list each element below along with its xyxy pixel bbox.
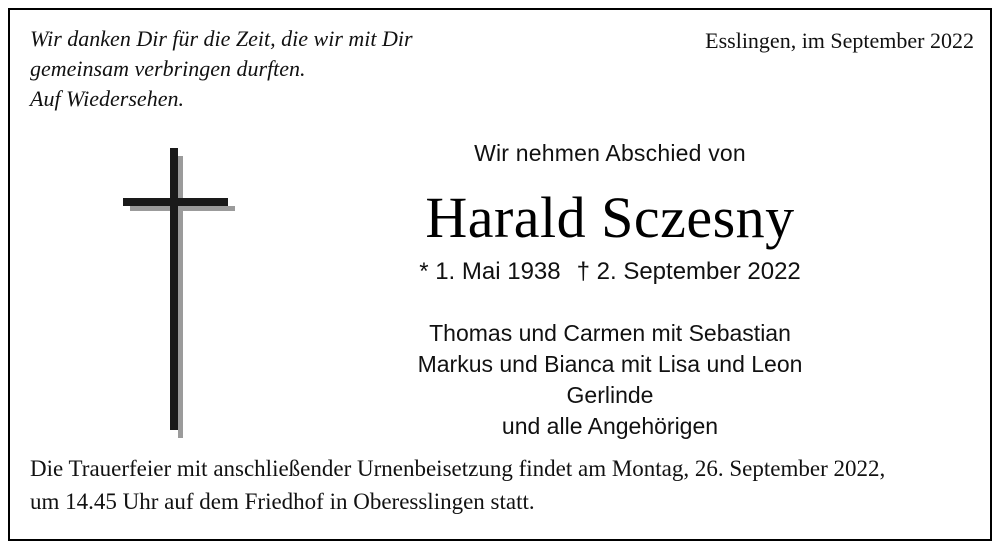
life-dates	[280, 256, 940, 288]
funeral-details-line-2: um 14.45 Uhr auf dem Friedhof in Oberesslingen statt.	[30, 489, 535, 514]
family-line: Markus und Bianca mit Lisa und Leon	[417, 351, 803, 377]
cross-horizontal-bar	[123, 198, 228, 206]
family-line: Thomas und Carmen mit Sebastian	[429, 320, 791, 346]
deceased-block	[280, 138, 940, 288]
funeral-details	[30, 452, 976, 518]
cross-icon	[120, 148, 240, 438]
epitaph-line-2: gemeinsam verbringen durften.	[30, 56, 306, 81]
birth-date: * 1. Mai 1938	[419, 258, 561, 285]
death-date: † 2. September 2022	[576, 258, 801, 285]
funeral-details-line-1: Die Trauerfeier mit anschließender Urnenbeisetzung findet am Montag, 26. September 2022,	[30, 456, 886, 481]
cross-vertical-bar	[170, 148, 178, 430]
epitaph-line-1: Wir danken Dir für die Zeit, die wir mit Dir	[30, 26, 413, 51]
family-line: Gerlinde	[566, 382, 654, 408]
epitaph-line-3: Auf Wiedersehen.	[30, 86, 184, 111]
farewell-line: Wir nehmen Abschied von	[474, 140, 746, 166]
family-line: und alle Angehörigen	[501, 413, 719, 439]
family-list	[300, 318, 920, 442]
deceased-name: Harald Sczesny	[425, 185, 795, 250]
cross-horizontal-shadow	[130, 206, 235, 211]
epitaph-text	[30, 24, 590, 114]
place-and-date: Esslingen, im September 2022	[705, 28, 974, 53]
